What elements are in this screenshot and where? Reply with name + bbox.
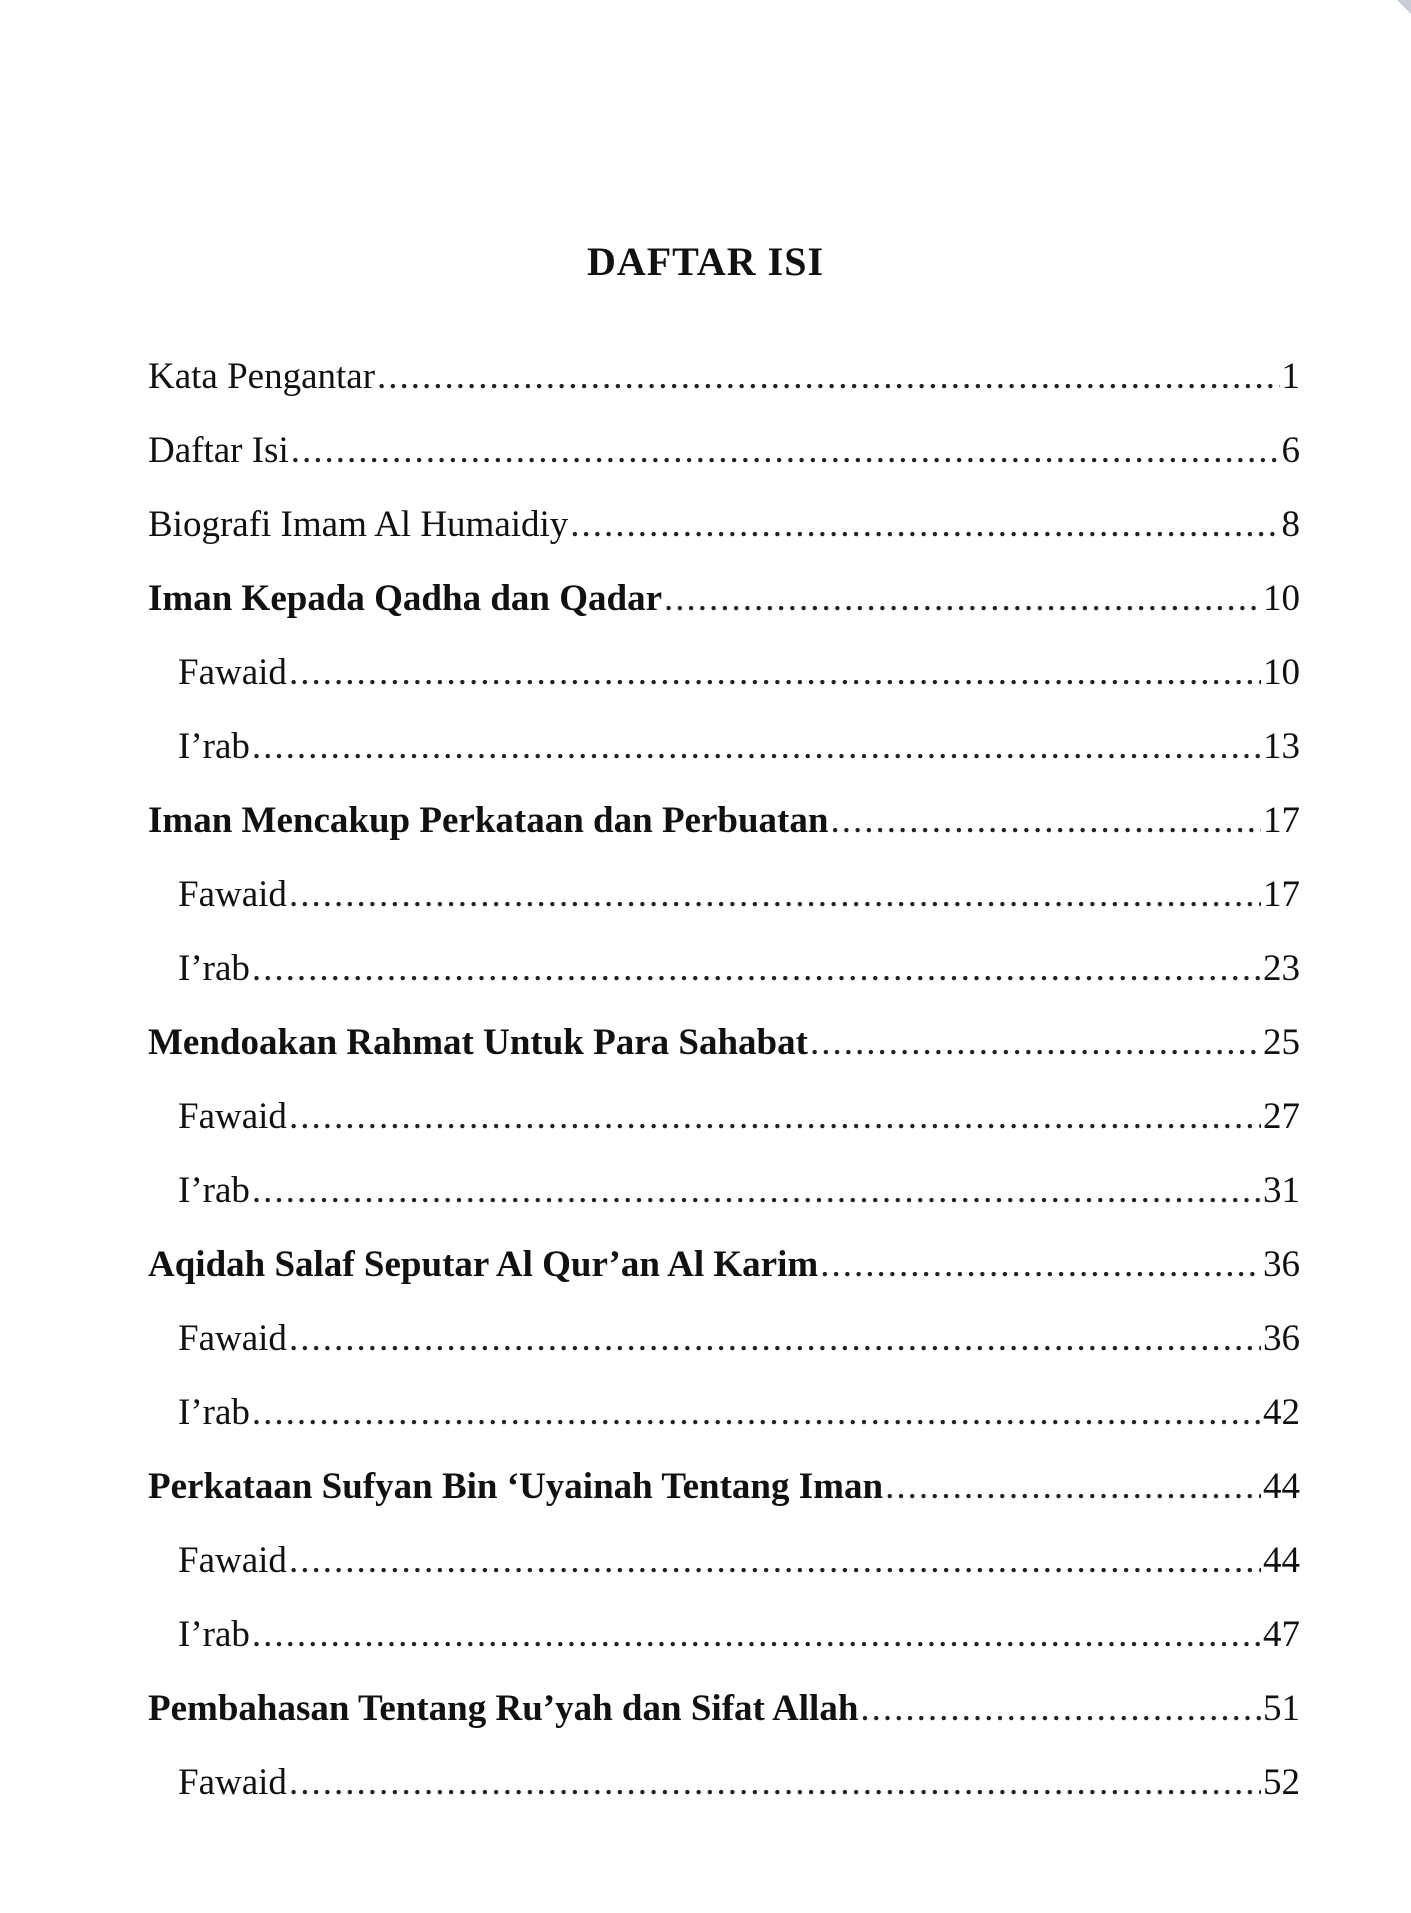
- dot-leader: [810, 1006, 1261, 1080]
- toc-entry: [148, 1376, 1300, 1450]
- toc-entry-label: Kata Pengantar: [148, 356, 376, 397]
- toc-entry: [148, 710, 1300, 784]
- toc-entry: [148, 1450, 1300, 1524]
- toc-entry-page-number: 25: [1263, 1022, 1300, 1063]
- toc-entry-label: Fawaid: [178, 1762, 287, 1803]
- toc-entry-label: I’rab: [178, 1170, 250, 1211]
- toc-entry-label: Fawaid: [178, 1540, 287, 1581]
- dot-leader: [289, 1524, 1261, 1598]
- toc-entry-page-number: 10: [1263, 652, 1300, 693]
- toc-entry-label: Iman Kepada Qadha dan Qadar: [148, 578, 663, 619]
- toc-entry: [148, 1746, 1300, 1820]
- toc-entry-page-number: 27: [1263, 1096, 1300, 1137]
- toc-entry-label: Fawaid: [178, 1318, 287, 1359]
- toc-entry: [148, 1228, 1300, 1302]
- toc-entry-label: Iman Mencakup Perkataan dan Perbuatan: [148, 800, 829, 841]
- dot-leader: [377, 340, 1279, 414]
- toc-entry: [148, 340, 1300, 414]
- toc-entry-page-number: 36: [1263, 1244, 1300, 1285]
- toc-entry-label: Aqidah Salaf Seputar Al Qur’an Al Karim: [148, 1244, 819, 1285]
- dot-leader: [252, 1154, 1261, 1228]
- dot-leader: [289, 1746, 1261, 1820]
- toc-entry-page-number: 36: [1263, 1318, 1300, 1359]
- dot-leader: [252, 1598, 1261, 1672]
- toc-title: DAFTAR ISI: [586, 239, 825, 284]
- toc-entry-page-number: 17: [1263, 874, 1300, 915]
- page-corner-marker: [1397, 0, 1411, 14]
- toc-entry: [148, 1672, 1300, 1746]
- toc-entry: [148, 1006, 1300, 1080]
- toc-entry: [148, 562, 1300, 636]
- dot-leader: [830, 784, 1261, 858]
- dot-leader: [860, 1672, 1261, 1746]
- toc-entry-label: Pembahasan Tentang Ru’yah dan Sifat Allah: [148, 1688, 859, 1729]
- toc-entry-label: I’rab: [178, 726, 250, 767]
- toc-entry: [148, 1598, 1300, 1672]
- toc-entry: [148, 858, 1300, 932]
- toc-entry: [148, 636, 1300, 710]
- dot-leader: [289, 1080, 1261, 1154]
- toc-entry-label: Biografi Imam Al Humaidiy: [148, 504, 569, 545]
- toc-entry-page-number: 42: [1263, 1392, 1300, 1433]
- toc-entry-page-number: 6: [1281, 430, 1300, 471]
- toc-entry-label: Fawaid: [178, 1096, 287, 1137]
- toc-entry-page-number: 52: [1263, 1762, 1300, 1803]
- toc-entry: [148, 1524, 1300, 1598]
- toc-entry-label: I’rab: [178, 1614, 250, 1655]
- toc-entry: [148, 784, 1300, 858]
- toc-entry: [148, 1302, 1300, 1376]
- toc-entry: [148, 1080, 1300, 1154]
- dot-leader: [252, 710, 1261, 784]
- toc-entry-page-number: 1: [1281, 356, 1300, 397]
- dot-leader: [289, 1302, 1261, 1376]
- dot-leader: [289, 636, 1261, 710]
- dot-leader: [252, 932, 1261, 1006]
- table-of-contents: [148, 340, 1300, 1820]
- toc-entry-page-number: 51: [1263, 1688, 1300, 1729]
- dot-leader: [885, 1450, 1261, 1524]
- toc-entry-page-number: 44: [1263, 1540, 1300, 1581]
- toc-entry-page-number: 17: [1263, 800, 1300, 841]
- dot-leader: [664, 562, 1261, 636]
- dot-leader: [252, 1376, 1261, 1450]
- dot-leader: [291, 414, 1280, 488]
- toc-entry-page-number: 23: [1263, 948, 1300, 989]
- dot-leader: [289, 858, 1261, 932]
- toc-entry: [148, 414, 1300, 488]
- toc-entry-page-number: 31: [1263, 1170, 1300, 1211]
- toc-entry-page-number: 10: [1263, 578, 1300, 619]
- toc-entry-page-number: 47: [1263, 1614, 1300, 1655]
- toc-entry-page-number: 44: [1263, 1466, 1300, 1507]
- toc-entry-page-number: 13: [1263, 726, 1300, 767]
- toc-entry: [148, 932, 1300, 1006]
- toc-entry-label: Mendoakan Rahmat Untuk Para Sahabat: [148, 1022, 808, 1063]
- toc-entry: [148, 488, 1300, 562]
- dot-leader: [570, 488, 1279, 562]
- toc-entry-label: Fawaid: [178, 652, 287, 693]
- toc-entry-label: I’rab: [178, 948, 250, 989]
- toc-entry-label: Fawaid: [178, 874, 287, 915]
- toc-entry-label: Daftar Isi: [148, 430, 289, 471]
- toc-entry-label: I’rab: [178, 1392, 250, 1433]
- dot-leader: [820, 1228, 1261, 1302]
- toc-entry: [148, 1154, 1300, 1228]
- toc-entry-label: Perkataan Sufyan Bin ‘Uyainah Tentang Iman: [148, 1466, 884, 1507]
- toc-entry-page-number: 8: [1281, 504, 1300, 545]
